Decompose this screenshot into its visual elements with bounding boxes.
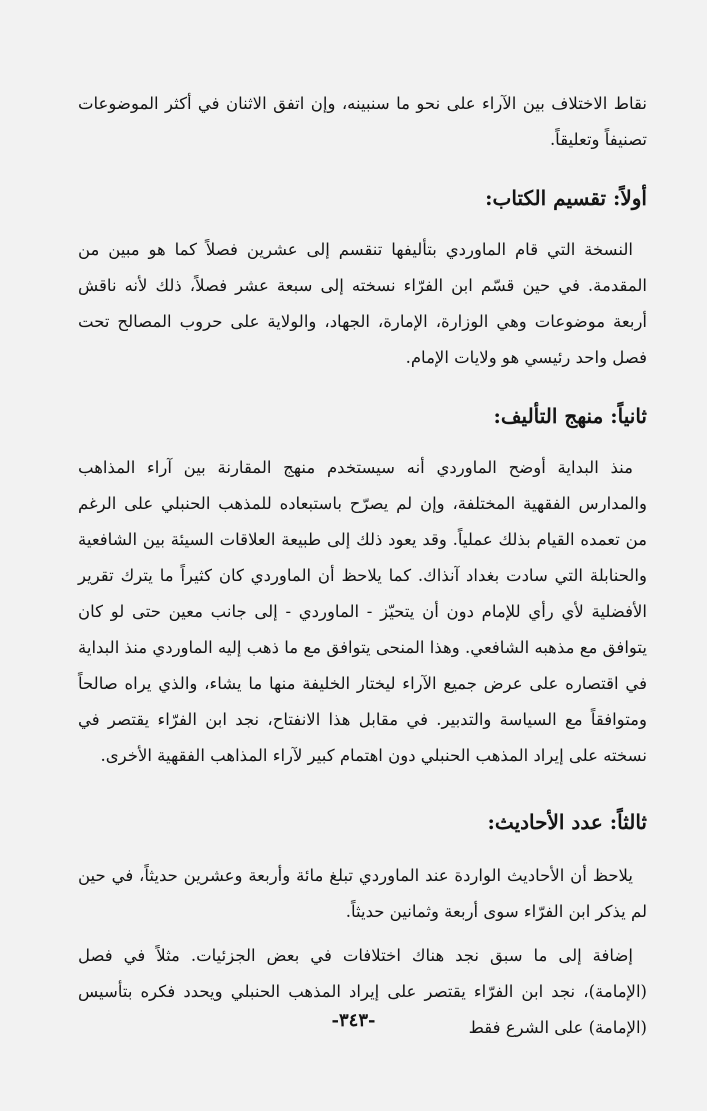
paragraph-gap [78,930,647,938]
paragraph-authoring-method: منذ البداية أوضح الماوردي أنه سيستخدم منهج المقارنة بين آراء المذاهب والمدارس الفقهية المختلفة، وإن لم يصرّح باستبعاده للمذهب الحنبلي على الرغم من تعمده القيام بذلك عملياً. وقد يعود ذلك إلى طبيعة العلاقات السيئة بين الشافعية والحنابلة التي سادت بغداد آنذاك. كما يلاحظ أن الماوردي كان كثيراً ما يترك تقرير الأفضلية لأي رأي للإمام دون أن يتحيّز - الماوردي - إلى جانب معين حتى لو كان يتوافق مع مذهبه الشافعي. وهذا المنحى يتوافق مع ما ذهب إليه الماوردي منذ البداية في اقتصاره على عرض جميع الآراء ليختار الخليفة منها ما يشاء، والذي يراه صالحاً ومتوافقاً مع السياسة والتدبير. في مقابل هذا الانفتاح، نجد ابن الفرّاء يقتصر في نسخته على إيراد المذهب الحنبلي دون اهتمام كبير لآراء المذاهب الفقهية الأخرى. [78,458,647,765]
paragraph-intro-continuation: نقاط الاختلاف بين الآراء على نحو ما سنبينه، وإن اتفق الاثنان في أكثر الموضوعات تصنيفاً وتعليقاً. [78,94,647,149]
page-text-body [78,86,647,1046]
heading-book-division: أولاً: تقسيم الكتاب: [485,186,647,210]
paragraph-other-differences: إضافة إلى ما سبق نجد هناك اختلافات في بعض الجزئيات. مثلاً في فصل (الإمامة)، نجد ابن الفرّاء يقتصر على إيراد المذهب الحنبلي ويحدد فكره بتأسيس (الإمامة) على الشرع فقط [78,946,647,1037]
paragraph-book-division: النسخة التي قام الماوردي بتأليفها تنقسم إلى عشرين فصلاً كما هو مبين من المقدمة. في حين قسّم ابن الفرّاء نسخته إلى سبعة عشر فصلاً، ذلك لأنه ناقش أربعة موضوعات وهي الوزارة، الإمارة، الجهاد، والولاية على حروب المصالح تحت فصل واحد رئيسي هو ولايات الإمام. [78,240,647,367]
heading-authoring-method: ثانياً: منهج التأليف: [493,404,647,428]
heading-hadith-count: ثالثاً: عدد الأحاديث: [487,810,647,834]
page-number: -٣٤٣- [331,1010,376,1031]
paragraph-hadith-count: يلاحظ أن الأحاديث الواردة عند الماوردي تبلغ مائة وأربعة وعشرين حديثاً، في حين لم يذكر ابن الفرّاء سوى أربعة وثمانين حديثاً. [78,866,647,921]
